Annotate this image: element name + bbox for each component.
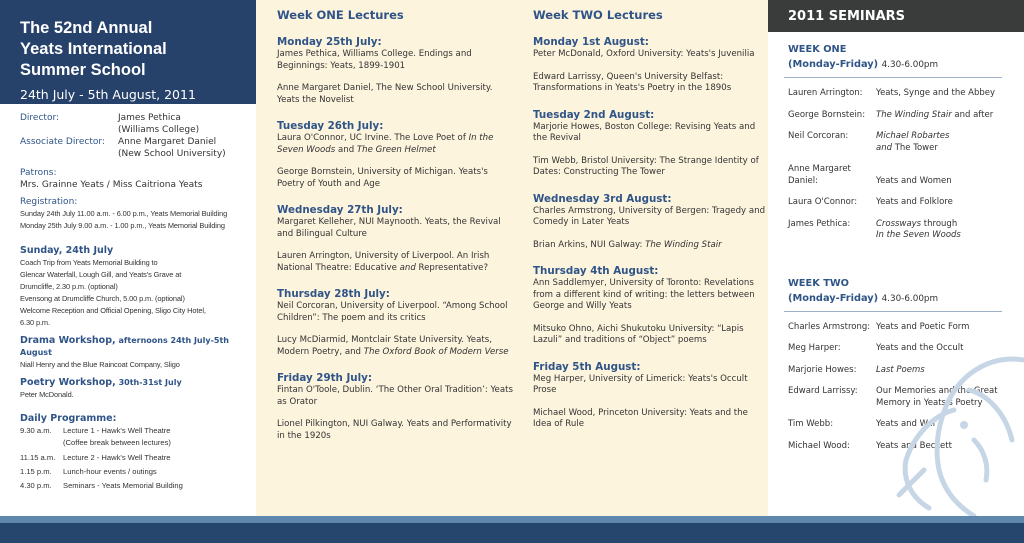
seminar-row (768, 164, 1024, 187)
programme-item: (Coffee break between lectures) (63, 438, 171, 448)
title-banner (0, 0, 256, 104)
programme-row (20, 452, 256, 464)
text-segment: Michael Wood, Princeton University: Yeats and the Idea of Rule (533, 407, 748, 429)
sunday-line: Evensong at Drumcliffe Church, 5.00 p.m. (optional) (20, 294, 185, 303)
seminar-time: 4.30-6.00pm (881, 293, 939, 304)
programme-time: 11.15 a.m. (20, 452, 56, 462)
seminar-week-label: WEEK TWO (788, 277, 850, 289)
poetry-workshop-dates: 30th-31st July (118, 378, 182, 387)
seminar-days-label: (Monday-Friday) (788, 59, 879, 70)
italic-title: Last Poems (876, 364, 925, 375)
italic-title: The Oxford Book of Modern Verse (363, 346, 509, 357)
lecture-entry (277, 167, 513, 190)
registration-line: Sunday 24th July 11.00 a.m. - 6.00 p.m., Yeats Memorial Building (20, 209, 228, 218)
poetry-workshop-heading (20, 377, 256, 389)
seminar-topic (876, 110, 1022, 122)
lecture-entry (533, 49, 769, 61)
sunday-line: Coach Trip from Yeats Memorial Building to (20, 258, 158, 267)
seminar-divider (784, 77, 1002, 78)
text-segment: Lucy McDiarmid, Montclair State University. Yeats, Modern Poetry, and (277, 335, 492, 357)
lecture-entry (533, 240, 769, 252)
text-segment: Neil Corcoran, University of Liverpool. “Among School Children”: The poem and its critics (277, 301, 508, 323)
seminar-row (768, 131, 1024, 154)
seminar-leader: Marjorie Howes: (788, 364, 857, 375)
sunday-line: Drumcliffe, 2.30 p.m. (optional) (20, 282, 118, 291)
seminars-column (768, 0, 1024, 516)
text-segment: James Pethica, Williams College. Endings and Beginnings: Yeats, 1899-1901 (277, 49, 472, 71)
seminar-week-heading (768, 276, 1024, 307)
programme-row (20, 437, 256, 449)
text-segment: Yeats and Women (876, 175, 952, 186)
lecture-day-heading: Friday 5th August: (533, 360, 641, 373)
director-label: Director: (20, 113, 60, 123)
lecture-day-heading: Thursday 28th July: (277, 288, 390, 300)
associate-director-name: Anne Margaret Daniel (118, 137, 217, 147)
school-title (20, 18, 236, 81)
text-segment: Lauren Arrington, University of Liverpool. An Irish National Theatre: Educative (277, 251, 490, 273)
text-segment: Marjorie Howes, Boston College: Revising Yeats and the Revival (533, 121, 756, 143)
patrons-names: Mrs. Grainne Yeats / Miss Caitriona Yeats (20, 180, 203, 190)
seminar-row (768, 110, 1024, 122)
seminar-leader: George Bornstein: (788, 109, 866, 120)
sunday-line: 6.30 p.m. (20, 318, 50, 327)
programme-time (20, 437, 63, 449)
title-line: Summer School (20, 61, 146, 79)
seminar-time: 4.30-6.00pm (881, 60, 939, 70)
text-segment: Peter McDonald, Oxford University: Yeats's Juvenilia (533, 49, 755, 59)
text-segment: Yeats and War (876, 419, 937, 429)
lecture-entry (277, 335, 513, 358)
lectures-panel (256, 0, 768, 516)
text-segment: Our Memories and the Great Memory in Yeats's Poetry (876, 386, 998, 408)
seminar-leader: Meg Harper: (788, 343, 841, 353)
lecture-entry (533, 122, 769, 145)
programme-time: 9.30 a.m. (20, 426, 52, 435)
programme-time: 4.30 p.m. (20, 481, 52, 491)
heron-emblem (894, 320, 1024, 516)
lecture-entry (277, 251, 513, 274)
poetry-workshop-label: Poetry Workshop, (20, 377, 116, 388)
seminar-topic (876, 219, 1022, 242)
lecture-entry (533, 324, 769, 347)
seminar-leader: Tim Webb: (788, 419, 834, 429)
seminar-week-days (788, 57, 1024, 73)
registration-line: Monday 25th July 9.00 a.m. - 1.00 p.m., Yeats Memorial Building (20, 221, 225, 230)
drama-workshop-leader: Niall Henry and the Blue Raincoat Company, Sligo (20, 360, 180, 369)
director-name: James Pethica (118, 113, 181, 123)
lecture-entry (533, 278, 769, 313)
italic-title: Michael Robartes and (876, 131, 950, 153)
lecture-day-heading: Monday 1st August: (533, 36, 649, 48)
associate-director-row (20, 136, 256, 160)
italic-title: Crossways (876, 218, 922, 229)
lecture-day-heading: Tuesday 26th July: (277, 120, 384, 132)
seminar-week-days (788, 291, 1024, 307)
italic-title: The Winding Stair (876, 109, 952, 120)
lecture-day-heading: Friday 29th July: (277, 372, 372, 384)
seminar-leader: James Pethica: (788, 218, 851, 229)
lecture-entry (277, 83, 513, 106)
lecture-entry (277, 385, 513, 408)
footer-stripe-light (0, 516, 1024, 523)
lecture-entry (277, 301, 513, 324)
drama-workshop-label: Drama Workshop, (20, 335, 116, 346)
lecture-entry (533, 156, 769, 179)
seminar-week-label: WEEK ONE (788, 44, 847, 55)
seminars-heading: 2011 SEMINARS (768, 0, 1024, 32)
text-segment: Representative? (415, 262, 489, 273)
sunday-line: Glencar Waterfall, Lough Gill, and Yeats's Grave at (20, 270, 182, 279)
text-segment: The Tower (894, 142, 938, 153)
lecture-day-heading: Monday 25th July: (277, 36, 382, 48)
text-segment: Yeats and Beckett (876, 440, 952, 451)
programme-item: Lunch-hour events / outings (63, 466, 157, 476)
programme-time: 1.15 p.m. (20, 466, 52, 476)
programme-item: Lecture 1 - Hawk's Well Theatre (63, 426, 171, 435)
drama-workshop-dates: afternoons 24th July-5th August (20, 336, 229, 357)
text-segment: Laura O'Connor, UC Irvine. The Love Poet of (277, 133, 469, 143)
seminar-leader: Anne Margaret Daniel: (788, 164, 851, 186)
lecture-day-heading: Tuesday 2nd August: (533, 108, 655, 121)
seminar-row (768, 219, 1024, 242)
seminar-row (768, 88, 1024, 100)
seminar-leader: Edward Larrissy: (788, 386, 858, 396)
text-segment: Edward Larrissy, Queen's University Belfast: Transformations in Yeats's Poetry in the 1890s (533, 71, 732, 93)
footer-stripe-dark (0, 523, 1024, 543)
seminar-topic (876, 197, 1022, 209)
seminar-leader: Laura O'Connor: (788, 197, 858, 207)
lecture-day-heading: Wednesday 3rd August: (533, 192, 672, 205)
seminar-topic (876, 164, 1022, 187)
drama-workshop-heading (20, 335, 256, 359)
seminar-divider (784, 311, 1002, 312)
seminar-leader: Charles Armstrong: (788, 321, 871, 332)
italic-title: In the Seven Woods (876, 230, 961, 240)
text-segment: Mitsuko Ohno, Aichi Shukutoku University: “Lapis Lazuli” and traditions of “Object” poems (533, 323, 744, 345)
lecture-entry (533, 72, 769, 95)
lecture-entry (277, 133, 513, 156)
text-segment: Meg Harper, University of Limerick: Yeats's Occult Prose (533, 373, 748, 395)
patrons-label: Patrons: (20, 168, 57, 178)
lecture-entry (277, 217, 513, 240)
seminar-week-heading (768, 42, 1024, 73)
programme-row (20, 480, 256, 492)
text-segment: Yeats, Synge and the Abbey (876, 88, 996, 98)
week-two-lectures (533, 0, 769, 431)
poetry-workshop-leader: Peter McDonald. (20, 390, 74, 399)
info-column (0, 0, 256, 516)
seminar-topic (876, 131, 1022, 154)
text-segment: Charles Armstrong, University of Bergen: Tragedy and Comedy in Later Yeats (533, 205, 766, 227)
lecture-entry (277, 49, 513, 72)
seminar-leader: Michael Wood: (788, 440, 850, 451)
registration-label: Registration: (20, 197, 78, 207)
programme-item: Lecture 2 - Hawk's Well Theatre (63, 452, 171, 462)
italic-title: The Green Helmet (356, 144, 436, 155)
text-segment: Fintan O'Toole, Dublin. ‘The Other Oral Tradition’: Yeats as Orator (277, 385, 513, 407)
lecture-entry (533, 206, 769, 229)
lecture-day-heading: Wednesday 27th July: (277, 204, 403, 216)
text-segment: Yeats and the Occult (876, 343, 964, 353)
week-one-lectures (277, 0, 513, 442)
seminar-topic (876, 88, 1022, 100)
text-segment: Brian Arkins, NUI Galway: (533, 239, 646, 250)
associate-director-label: Associate Director: (20, 137, 105, 147)
director-affiliation: (Williams College) (118, 125, 200, 135)
text-segment: Lionel Pilkington, NUI Galway. Yeats and Performativity in the 1920s (277, 419, 512, 441)
title-line: The 52nd Annual (20, 19, 153, 37)
title-line: Yeats International (20, 40, 167, 58)
programme-row (20, 466, 256, 478)
sunday-line: Welcome Reception and Official Opening, Sligo City Hotel, (20, 306, 206, 315)
text-segment: George Bornstein, University of Michigan. Yeats's Poetry of Youth and Age (277, 167, 488, 189)
text-segment: Margaret Kelleher, NUI Maynooth. Yeats, the Revival and Bilingual Culture (277, 217, 501, 239)
lecture-day-heading: Thursday 4th August: (533, 265, 659, 277)
text-segment: Ann Saddlemyer, University of Toronto: Revelations from a different kind of writing: the letters between George and Willy Yeats (533, 278, 755, 311)
seminar-leader: Neil Corcoran: (788, 131, 849, 141)
daily-programme-label: Daily Programme: (20, 413, 117, 424)
lecture-entry (533, 408, 769, 431)
week-two-heading: Week TWO Lectures (533, 8, 663, 23)
week-one-heading: Week ONE Lectures (277, 8, 404, 23)
text-segment: Yeats and Poetic Form (876, 321, 970, 332)
text-segment: Anne Margaret Daniel, The New School University. Yeats the Novelist (277, 83, 493, 105)
seminar-days-label: (Monday-Friday) (788, 292, 879, 304)
italic-title: The Winding Stair (645, 239, 722, 250)
programme-row (20, 425, 256, 437)
seminar-row (768, 197, 1024, 209)
text-segment: Yeats and Folklore (876, 197, 953, 207)
text-segment: through (923, 218, 958, 229)
school-dates: 24th July - 5th August, 2011 (20, 87, 196, 102)
text-segment: Tim Webb, Bristol University: The Strange Identity of Dates: Constructing The Tower (533, 155, 759, 177)
italic-title: and (399, 262, 416, 273)
programme-item: Seminars - Yeats Memorial Building (63, 481, 183, 491)
associate-director-affiliation: (New School University) (118, 149, 226, 159)
text-segment: and after (951, 109, 994, 120)
seminar-leader: Lauren Arrington: (788, 88, 863, 98)
lecture-entry (533, 374, 769, 397)
director-row (20, 112, 256, 136)
heron-eye (960, 421, 968, 429)
lecture-entry (277, 419, 513, 442)
italic-title: In the Seven Woods (277, 133, 494, 155)
text-segment: and (335, 144, 357, 155)
sunday-label: Sunday, 24th July (20, 245, 114, 256)
